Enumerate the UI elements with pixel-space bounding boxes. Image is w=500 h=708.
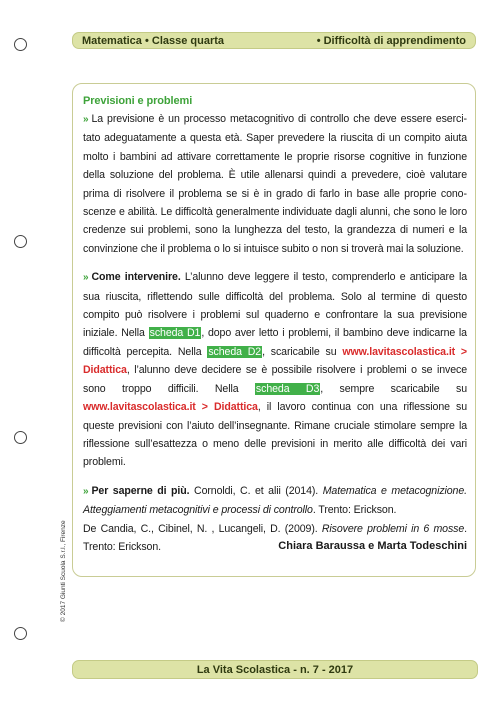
arrow-bullet-icon: » [83, 272, 89, 284]
binder-hole [14, 38, 27, 51]
scheda-d3-highlight: scheda D3 [255, 382, 320, 395]
reference-text: . Trento: Erickson. [312, 504, 397, 517]
lead-come-intervenire: Come intervenire. [91, 271, 181, 284]
scheda-d2-highlight: scheda D2 [208, 345, 262, 358]
binder-hole [14, 431, 27, 444]
page-footer [72, 660, 478, 679]
copyright-notice: © 2017 Giunti Scuola S.r.l., Firenze [60, 520, 67, 622]
reference-book-title: Matematica e metacognizione. Atteggiamenti metacognitivi e processi di controllo [83, 484, 467, 517]
paragraph-text: La previsione è un processo metacognitivo di controllo che deve essere esercitato adeguatamente a questa età. Saper prevedere la riuscita di un compito aiuta molto i bambini ad attivare correttamente le proprie risorse cognitive in funzione della soluzione del problema. È utile allenarsi quindi a prevedere, cioè valutare prima di risolvere il problema se si è in grado di farlo in base alle proprie conoscenze e abilità. Le difficoltà generalmente individuate dagli alunni, che sono le loro credenze sui problemi, sono la lunghezza del testo, la grandezza di numeri e la convinzione che il problema o lo si intuisce subito o non si troverà mai la soluzione. [83, 113, 467, 255]
article-title: Previsioni e problemi [83, 95, 193, 107]
arrow-bullet-icon: » [83, 485, 89, 497]
page-header [72, 32, 476, 49]
paragraph-text: , dopo aver letto i problemi, il bambino deve indicarne la difficoltà percepita. Nella [83, 327, 467, 358]
paragraph-text: L’alunno deve leggere il testo, comprenderlo e anticipare la sua riuscita, riflettendo sulle difficoltà del problema. Solo al termine di questo compito può risolvere i problemi sul quaderno e confrontare la sua previsione iniziale. Nella [83, 271, 467, 340]
website-link[interactable]: www.lavitascolastica.it > Didattica [83, 345, 468, 377]
reference-book-title: Risovere problemi in 6 mosse [321, 522, 465, 535]
scheda-d1-highlight: scheda D1 [149, 327, 201, 340]
website-link[interactable]: www.lavitascolastica.it > Didattica [83, 401, 258, 414]
paragraph-text: , scaricabile su [262, 345, 343, 358]
article [83, 92, 467, 556]
arrow-bullet-icon: » [83, 114, 89, 125]
binder-hole [14, 627, 27, 640]
reference-text: . Trento: Erickson. [83, 522, 467, 553]
paragraph-text: , l’alunno deve decidere se è possibile risolvere i problemi o se invece sono troppo difficili. Nella [83, 364, 467, 395]
header-topic: • Difficoltà di apprendimento [316, 34, 466, 47]
header-subject: Matematica • Classe quarta [82, 34, 225, 47]
paragraph-text: , il lavoro continua con una riflessione su queste previsioni con l’aiuto dell’insegnante. Rimane cruciale stimolare sempre la riflessione sull’esattezza o meno delle previsioni in merito alle difficoltà dei vari problemi. [83, 401, 467, 469]
binder-hole [14, 235, 27, 248]
footer-publication: La Vita Scolastica - n. 7 - 2017 [196, 663, 354, 676]
paragraph-text: , sempre scaricabile su [320, 382, 467, 395]
paragraph-previsione [83, 110, 467, 258]
reference-text: Cornoldi, C. et alii (2014). [189, 484, 323, 497]
paragraph-come-intervenire [83, 268, 467, 471]
lead-per-saperne: Per saperne di più. [91, 484, 190, 497]
reference-text: De Candia, C., Cibinel, N. , Lucangeli, D. (2009). [83, 522, 322, 535]
article-authors: Chiara Baraussa e Marta Todeschini [278, 540, 467, 552]
